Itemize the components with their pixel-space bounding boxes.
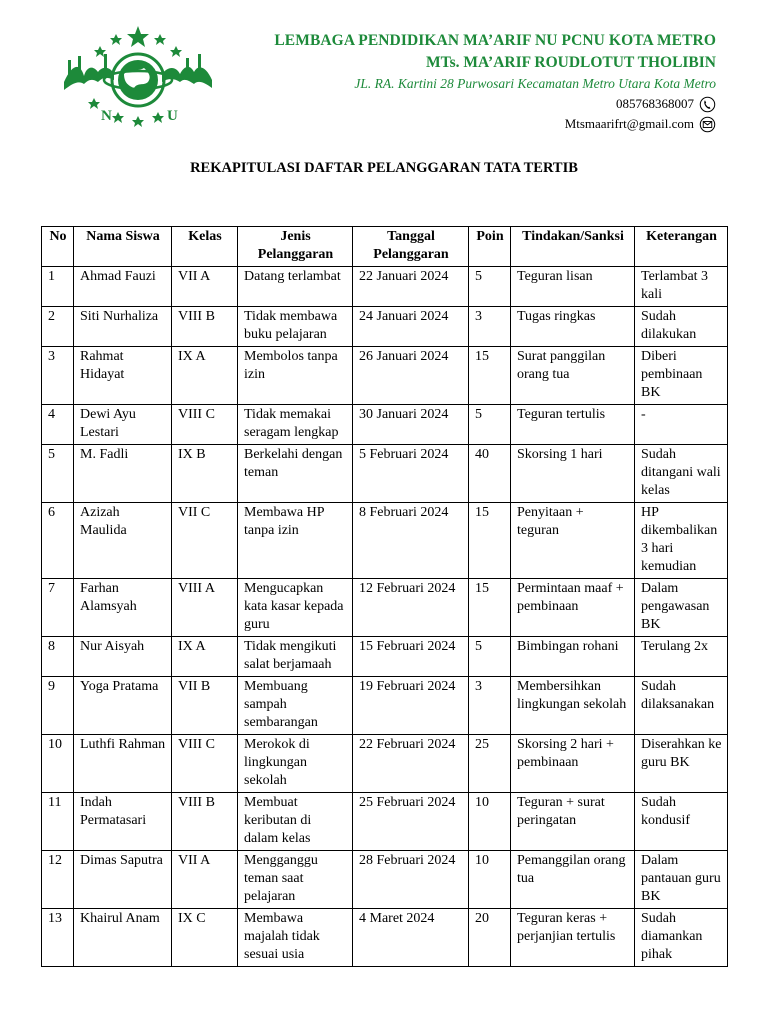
cell-nama-siswa: Azizah Maulida <box>74 503 172 579</box>
header-col-no: No <box>42 227 74 267</box>
cell-tanggal: 30 Januari 2024 <box>353 405 469 445</box>
cell-kelas: VIII B <box>172 307 238 347</box>
cell-nama-siswa: Yoga Pratama <box>74 677 172 735</box>
cell-kelas: VII A <box>172 267 238 307</box>
cell-nama-siswa: Siti Nurhaliza <box>74 307 172 347</box>
cell-poin: 5 <box>469 405 511 445</box>
cell-keterangan: Sudah dilakukan <box>635 307 728 347</box>
logo-letter-right: U <box>167 108 178 124</box>
cell-keterangan: Dalam pengawasan BK <box>635 579 728 637</box>
cell-kelas: VIII B <box>172 793 238 851</box>
cell-kelas: VII A <box>172 851 238 909</box>
cell-poin: 20 <box>469 909 511 967</box>
table-row <box>42 735 728 793</box>
cell-tanggal: 15 Februari 2024 <box>353 637 469 677</box>
cell-no: 9 <box>42 677 74 735</box>
table-row <box>42 267 728 307</box>
cell-tindakan: Tugas ringkas <box>511 307 635 347</box>
table-row <box>42 579 728 637</box>
cell-tindakan: Penyitaan + teguran <box>511 503 635 579</box>
email-line <box>274 114 716 134</box>
cell-keterangan: Sudah kondusif <box>635 793 728 851</box>
cell-nama-siswa: Dimas Saputra <box>74 851 172 909</box>
cell-tanggal: 19 Februari 2024 <box>353 677 469 735</box>
cell-jenis-pelanggaran: Membolos tanpa izin <box>238 347 353 405</box>
cell-poin: 3 <box>469 307 511 347</box>
cell-poin: 5 <box>469 637 511 677</box>
cell-no: 13 <box>42 909 74 967</box>
cell-nama-siswa: Farhan Alamsyah <box>74 579 172 637</box>
header-col-kelas: Kelas <box>172 227 238 267</box>
cell-keterangan: Diserahkan ke guru BK <box>635 735 728 793</box>
cell-no: 5 <box>42 445 74 503</box>
cell-keterangan: Sudah ditangani wali kelas <box>635 445 728 503</box>
cell-tindakan: Pemanggilan orang tua <box>511 851 635 909</box>
cell-kelas: VII B <box>172 677 238 735</box>
letterhead <box>274 30 716 134</box>
cell-poin: 15 <box>469 503 511 579</box>
logo-star-top <box>127 26 149 47</box>
cell-no: 11 <box>42 793 74 851</box>
cell-tindakan: Teguran keras + perjanjian tertulis <box>511 909 635 967</box>
cell-tindakan: Skorsing 2 hari + pembinaan <box>511 735 635 793</box>
cell-nama-siswa: Nur Aisyah <box>74 637 172 677</box>
table-row <box>42 851 728 909</box>
cell-nama-siswa: Luthfi Rahman <box>74 735 172 793</box>
school-name: MTs. MA’ARIF ROUDLOTUT THOLIBIN <box>426 54 716 71</box>
cell-kelas: IX A <box>172 347 238 405</box>
email-address: Mtsmaarifrt@gmail.com <box>564 116 694 131</box>
header-col-keterangan: Keterangan <box>635 227 728 267</box>
cell-nama-siswa: Rahmat Hidayat <box>74 347 172 405</box>
cell-poin: 40 <box>469 445 511 503</box>
cell-jenis-pelanggaran: Mengganggu teman saat pelajaran <box>238 851 353 909</box>
cell-tindakan: Teguran lisan <box>511 267 635 307</box>
table-row <box>42 307 728 347</box>
cell-tanggal: 22 Januari 2024 <box>353 267 469 307</box>
cell-jenis-pelanggaran: Berkelahi dengan teman <box>238 445 353 503</box>
table-row <box>42 909 728 967</box>
cell-tanggal: 28 Februari 2024 <box>353 851 469 909</box>
cell-jenis-pelanggaran: Tidak memakai seragam lengkap <box>238 405 353 445</box>
cell-no: 1 <box>42 267 74 307</box>
header-col-tanggal: Tanggal Pelanggaran <box>353 227 469 267</box>
cell-keterangan: Dalam pantauan guru BK <box>635 851 728 909</box>
cell-nama-siswa: M. Fadli <box>74 445 172 503</box>
cell-keterangan: - <box>635 405 728 445</box>
cell-no: 2 <box>42 307 74 347</box>
cell-keterangan: Sudah dilaksanakan <box>635 677 728 735</box>
cell-poin: 15 <box>469 579 511 637</box>
table-header-row <box>42 227 728 267</box>
header-col-poin: Poin <box>469 227 511 267</box>
cell-nama-siswa: Khairul Anam <box>74 909 172 967</box>
table-row <box>42 445 728 503</box>
table-row <box>42 405 728 445</box>
cell-tindakan: Bimbingan rohani <box>511 637 635 677</box>
document-title: REKAPITULASI DAFTAR PELANGGARAN TATA TERTIB <box>190 160 578 176</box>
cell-kelas: VIII A <box>172 579 238 637</box>
nu-logo <box>58 24 218 134</box>
cell-tanggal: 4 Maret 2024 <box>353 909 469 967</box>
cell-poin: 15 <box>469 347 511 405</box>
cell-jenis-pelanggaran: Membuang sampah sembarangan <box>238 677 353 735</box>
cell-no: 10 <box>42 735 74 793</box>
cell-poin: 10 <box>469 851 511 909</box>
cell-tindakan: Skorsing 1 hari <box>511 445 635 503</box>
cell-jenis-pelanggaran: Mengucapkan kata kasar kepada guru <box>238 579 353 637</box>
cell-tanggal: 26 Januari 2024 <box>353 347 469 405</box>
table-row <box>42 637 728 677</box>
cell-poin: 25 <box>469 735 511 793</box>
cell-no: 8 <box>42 637 74 677</box>
cell-poin: 10 <box>469 793 511 851</box>
cell-tindakan: Membersihkan lingkungan sekolah <box>511 677 635 735</box>
cell-kelas: VII C <box>172 503 238 579</box>
header-col-jenis-pelanggaran: Jenis Pelanggaran <box>238 227 353 267</box>
phone-line <box>274 94 716 114</box>
cell-no: 12 <box>42 851 74 909</box>
cell-no: 6 <box>42 503 74 579</box>
phone-number: 085768368007 <box>616 96 694 111</box>
cell-poin: 3 <box>469 677 511 735</box>
violation-table <box>41 226 728 967</box>
cell-kelas: VIII C <box>172 405 238 445</box>
cell-keterangan: Terulang 2x <box>635 637 728 677</box>
cell-keterangan: Sudah diamankan pihak <box>635 909 728 967</box>
cell-jenis-pelanggaran: Membawa majalah tidak sesuai usia <box>238 909 353 967</box>
table-row <box>42 347 728 405</box>
cell-jenis-pelanggaran: Membuat keributan di dalam kelas <box>238 793 353 851</box>
table-row <box>42 503 728 579</box>
cell-tindakan: Teguran + surat peringatan <box>511 793 635 851</box>
cell-no: 4 <box>42 405 74 445</box>
school-address: JL. RA. Kartini 28 Purwosari Kecamatan Metro Utara Kota Metro <box>354 76 716 91</box>
cell-poin: 5 <box>469 267 511 307</box>
cell-keterangan: HP dikembalikan 3 hari kemudian <box>635 503 728 579</box>
cell-tanggal: 5 Februari 2024 <box>353 445 469 503</box>
cell-tindakan: Teguran tertulis <box>511 405 635 445</box>
cell-no: 3 <box>42 347 74 405</box>
phone-icon <box>699 96 716 113</box>
cell-kelas: IX B <box>172 445 238 503</box>
cell-tanggal: 8 Februari 2024 <box>353 503 469 579</box>
cell-tanggal: 12 Februari 2024 <box>353 579 469 637</box>
cell-jenis-pelanggaran: Tidak membawa buku pelajaran <box>238 307 353 347</box>
cell-keterangan: Terlambat 3 kali <box>635 267 728 307</box>
cell-jenis-pelanggaran: Tidak mengikuti salat berjamaah <box>238 637 353 677</box>
cell-jenis-pelanggaran: Membawa HP tanpa izin <box>238 503 353 579</box>
cell-no: 7 <box>42 579 74 637</box>
cell-tindakan: Permintaan maaf + pembinaan <box>511 579 635 637</box>
cell-keterangan: Diberi pembinaan BK <box>635 347 728 405</box>
table-row <box>42 677 728 735</box>
cell-kelas: IX A <box>172 637 238 677</box>
cell-tanggal: 25 Februari 2024 <box>353 793 469 851</box>
cell-tanggal: 22 Februari 2024 <box>353 735 469 793</box>
institution-name: LEMBAGA PENDIDIKAN MA’ARIF NU PCNU KOTA METRO <box>274 32 716 49</box>
cell-nama-siswa: Ahmad Fauzi <box>74 267 172 307</box>
cell-tindakan: Surat panggilan orang tua <box>511 347 635 405</box>
cell-tanggal: 24 Januari 2024 <box>353 307 469 347</box>
header-col-tindakan: Tindakan/Sanksi <box>511 227 635 267</box>
table-row <box>42 793 728 851</box>
cell-jenis-pelanggaran: Datang terlambat <box>238 267 353 307</box>
header-col-nama-siswa: Nama Siswa <box>74 227 172 267</box>
logo-letter-left: N <box>101 108 112 124</box>
cell-jenis-pelanggaran: Merokok di lingkungan sekolah <box>238 735 353 793</box>
cell-kelas: IX C <box>172 909 238 967</box>
cell-nama-siswa: Indah Permatasari <box>74 793 172 851</box>
mail-icon <box>699 116 716 133</box>
cell-kelas: VIII C <box>172 735 238 793</box>
cell-nama-siswa: Dewi Ayu Lestari <box>74 405 172 445</box>
